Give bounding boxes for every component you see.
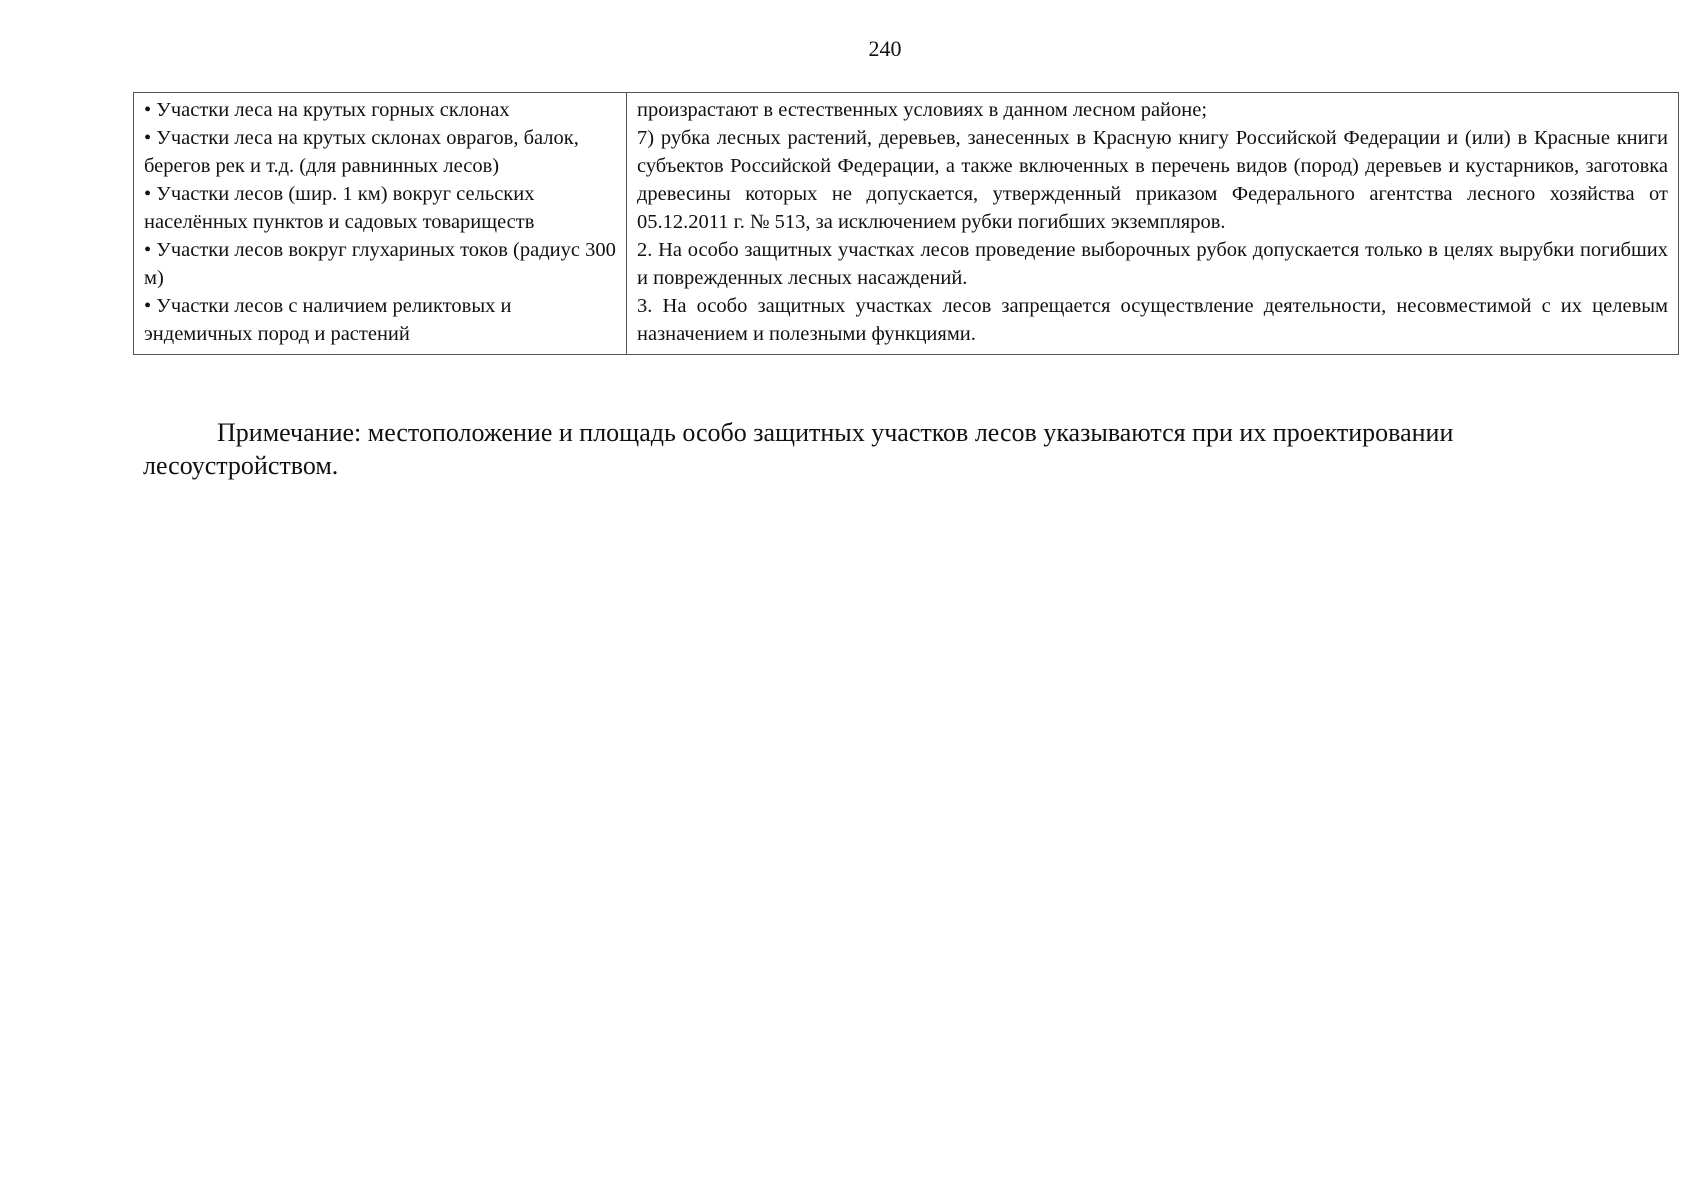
list-item: • Участки лесов с наличием реликтовых и эндемичных пород и растений <box>144 295 512 345</box>
list-item: • Участки леса на крутых склонах оврагов, балок, берегов рек и т.д. (для равнинных лесов) <box>144 127 579 177</box>
regulation-paragraph: 3. На особо защитных участках лесов запрещается осуществление деятельности, несовместимой с их целевым назначением и полезными функциями. <box>637 295 1668 345</box>
list-item: • Участки лесов (шир. 1 км) вокруг сельских населённых пунктов и садовых товариществ <box>144 183 535 233</box>
regulation-paragraph: произрастают в естественных условиях в данном лесном районе; <box>637 99 1208 121</box>
forest-protection-table <box>133 92 1679 355</box>
table-cell-regulations <box>627 93 1679 355</box>
table-row <box>134 93 1679 355</box>
list-item: • Участки леса на крутых горных склонах <box>144 99 510 121</box>
note-paragraph: Примечание: местоположение и площадь особо защитных участков лесов указываются при их проектировании лесоустройством. <box>143 418 1454 480</box>
page-number: 240 <box>868 36 902 61</box>
table-cell-protected-areas <box>134 93 627 355</box>
list-item: • Участки лесов вокруг глухариных токов (радиус 300 м) <box>144 239 616 289</box>
regulation-paragraph: 7) рубка лесных растений, деревьев, занесенных в Красную книгу Российской Федерации и (или) в Красные книги субъектов Российской Федерации, а также включенных в перечень видов (пород) деревьев и кустарников, заготовка древесины которых не допускается, утвержденный приказом Федерального агентства лесного хозяйства от 05.12.2011 г. № 513, за исключением рубки погибших экземпляров. <box>637 127 1668 233</box>
regulation-paragraph: 2. На особо защитных участках лесов проведение выборочных рубок допускается только в целях вырубки погибших и поврежденных лесных насаждений. <box>637 239 1668 289</box>
